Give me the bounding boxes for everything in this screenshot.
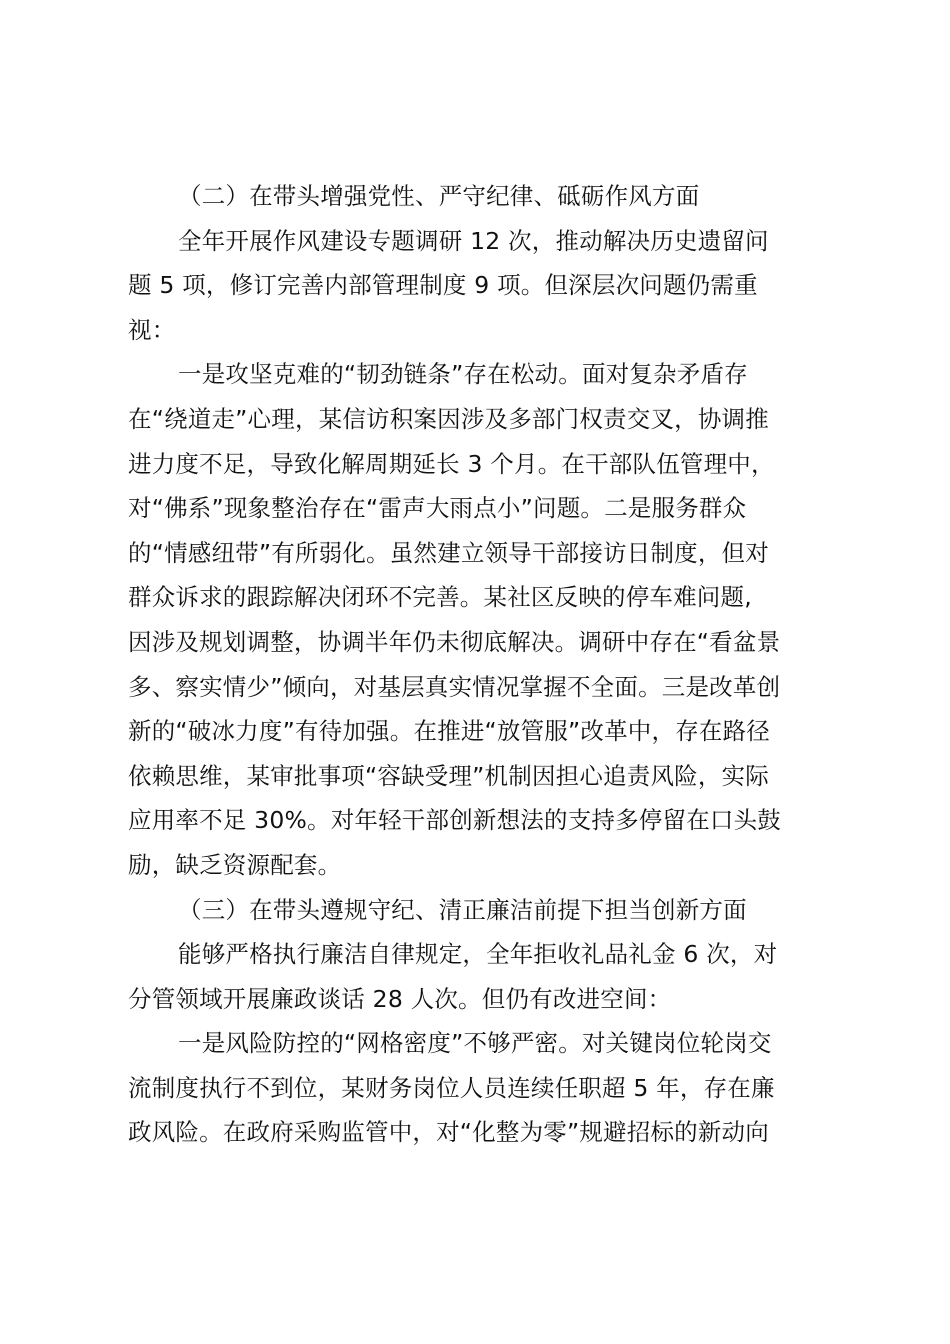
paragraph-line: 政风险。在政府采购监管中，对“化整为零”规避招标的新动向 [128, 1118, 769, 1147]
paragraph-line: 在“绕道走”心理，某信访积案因涉及多部门权责交叉，协调推 [128, 404, 769, 433]
paragraph-line: 进力度不足，导致化解周期延长 3 个月。在干部队伍管理中， [128, 449, 775, 478]
paragraph-line: 分管领域开展廉政谈话 28 人次。但仍有改进空间： [128, 984, 672, 1013]
paragraph-line: 一是攻坚克难的“韧劲链条”存在松动。面对复杂矛盾存 [178, 360, 748, 389]
paragraph-line: 题 5 项，修订完善内部管理制度 9 项。但深层次问题仍需重 [128, 271, 758, 300]
paragraph-line: 视： [128, 315, 176, 344]
paragraph-line: 多、察实情少”倾向，对基层真实情况掌握不全面。三是改革创 [128, 672, 781, 701]
paragraph-line: 应用率不足 30%。对年轻干部创新想法的支持多停留在口头鼓 [128, 806, 782, 835]
section-heading-3: （三）在带头遵规守纪、清正廉洁前提下担当创新方面 [178, 895, 747, 924]
section-heading-2: （二）在带头增强党性、严守纪律、砥砺作风方面 [178, 182, 700, 210]
paragraph-line: 的“情感纽带”有所弱化。虽然建立领导干部接访日制度，但对 [128, 538, 769, 567]
paragraph-line: 群众诉求的跟踪解决闭环不完善。某社区反映的停车难问题, [128, 583, 752, 612]
paragraph-line: 依赖思维，某审批事项“容缺受理”机制因担心追责风险，实际 [128, 761, 769, 790]
document-body [128, 174, 828, 1155]
paragraph-line: 新的“破冰力度”有待加强。在推进“放管服”改革中，存在路径 [128, 717, 770, 746]
paragraph-line: 全年开展作风建设专题调研 12 次，推动解决历史遗留问 [178, 226, 769, 255]
paragraph-line: 流制度执行不到位，某财务岗位人员连续任职超 5 年，存在廉 [128, 1073, 775, 1102]
paragraph-line: 因涉及规划调整，协调半年仍未彻底解决。调研中存在“看盆景 [128, 627, 781, 656]
paragraph-line: 一是风险防控的“网格密度”不够严密。对关键岗位轮岗交 [178, 1029, 772, 1058]
paragraph-line: 能够严格执行廉洁自律规定，全年拒收礼品礼金 6 次，对 [178, 940, 778, 969]
paragraph-line: 励，缺乏资源配套。 [128, 850, 342, 879]
paragraph-line: 对“佛系”现象整治存在“雷声大雨点小”问题。二是服务群众 [128, 494, 747, 523]
